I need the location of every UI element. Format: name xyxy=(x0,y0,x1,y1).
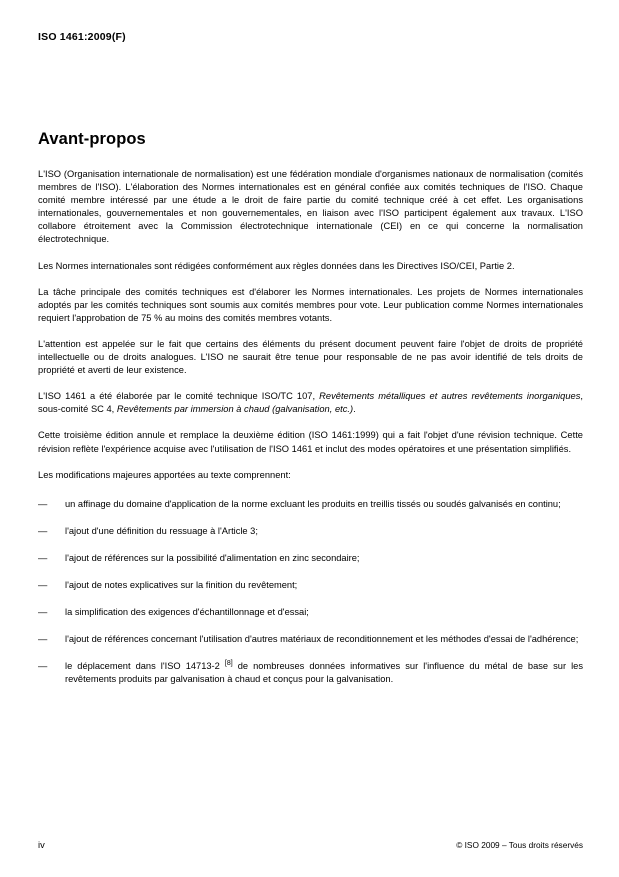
committee-text-lead: L'ISO 1461 a été élaborée par le comité technique ISO/TC 107, xyxy=(38,391,320,402)
em-dash-marker: — xyxy=(38,579,48,590)
em-dash-marker: — xyxy=(38,607,48,618)
list-item xyxy=(38,498,583,511)
list-item xyxy=(38,525,583,538)
em-dash-marker: — xyxy=(38,661,48,672)
list-item-text-before-reference: le déplacement dans l'ISO 14713-2 xyxy=(65,661,225,672)
change-list xyxy=(38,498,583,687)
list-item xyxy=(38,660,583,686)
paragraph-edition-history: Cette troisième édition annule et remplace la deuxième édition (ISO 1461:1999) qui a fait l'objet d'une révision technique. Cette révision reflète l'expérience acquise avec l'utilisation de l'ISO 1461 et inclut des modes opératoires et une présentation simplifiés. xyxy=(38,430,583,454)
running-head: ISO 1461:2009(F) xyxy=(38,31,126,43)
em-dash-marker: — xyxy=(38,634,48,645)
list-item-text-after-reference: de nombreuses données informatives sur l'influence du métal de base sur les revêtements produits par galvanisation à chaud et conçus pour la galvanisation. xyxy=(65,661,583,685)
list-item-text: l'ajout de références sur la possibilité d'alimentation en zinc secondaire; xyxy=(65,552,360,563)
bibliography-reference-marker: [8] xyxy=(224,660,233,668)
list-item-text: l'ajout de notes explicatives sur la finition du revêtement; xyxy=(65,579,298,590)
paragraph-changes-intro: Les modifications majeures apportées au texte comprennent: xyxy=(38,469,291,480)
list-item xyxy=(38,579,583,592)
section-title: Avant-propos xyxy=(38,130,146,148)
paragraph-voting-procedure: La tâche principale des comités techniques est d'élaborer les Normes internationales. Les projets de Normes internationales adoptés par les comités techniques sont soumis aux comités membres pour vote. Leur publication comme Normes internationales requiert l'approbation de 75 % au moins des comités membres votants. xyxy=(38,286,583,323)
page-number: iv xyxy=(38,840,45,850)
copyright-notice: © ISO 2009 – Tous droits réservés xyxy=(456,840,583,850)
list-item-text: l'ajout de références concernant l'utilisation d'autres matériaux de reconditionnement et les méthodes d'essai de l'adhérence; xyxy=(65,634,579,645)
page-footer xyxy=(38,840,583,850)
paragraph-foreword-iso-definition: L'ISO (Organisation internationale de normalisation) est une fédération mondiale d'organismes nationaux de normalisation (comités membres de l'ISO). L'élaboration des Normes internationales est en général confiée aux comités techniques de l'ISO. Chaque comité membre intéressé par une étude a le droit de faire partie du comité technique créé à cet effet. Les organisations internationales, gouvernementales et non gouvernementales, en liaison avec l'ISO participent également aux travaux. L'ISO collabore étroitement avec la Commission électrotechnique internationale (CEI) en ce qui concerne la normalisation électrotechnique. xyxy=(38,169,583,245)
committee-text-middle: , sous-comité SC 4, xyxy=(38,391,583,415)
paragraph-directives-reference: Les Normes internationales sont rédigées conformément aux règles données dans les Directives ISO/CEI, Partie 2. xyxy=(38,260,515,271)
committee-text-end: . xyxy=(353,404,356,415)
list-item xyxy=(38,552,583,565)
committee-title-tc107: Revêtements métalliques et autres revêtements inorganiques xyxy=(319,391,581,402)
list-item xyxy=(38,606,583,619)
em-dash-marker: — xyxy=(38,525,48,536)
list-item-text: la simplification des exigences d'échantillonnage et d'essai; xyxy=(65,607,309,618)
em-dash-marker: — xyxy=(38,498,48,509)
list-item xyxy=(38,633,583,646)
list-item-text: un affinage du domaine d'application de la norme excluant les produits en treillis tissés ou soudés galvanisés en continu; xyxy=(65,498,561,509)
em-dash-marker: — xyxy=(38,552,48,563)
list-item-text: l'ajout d'une définition du ressuage à l'Article 3; xyxy=(65,525,258,536)
committee-title-sc4: Revêtements par immersion à chaud (galvanisation, etc.) xyxy=(116,404,354,415)
page-content xyxy=(38,130,583,700)
paragraph-committee-attribution xyxy=(38,390,583,416)
paragraph-patent-rights-notice: L'attention est appelée sur le fait que certains des éléments du présent document peuvent faire l'objet de droits de propriété intellectuelle ou de droits analogues. L'ISO ne saurait être tenue pour responsable de ne pas avoir identifié de tels droits de propriété et averti de leur existence. xyxy=(38,338,583,376)
